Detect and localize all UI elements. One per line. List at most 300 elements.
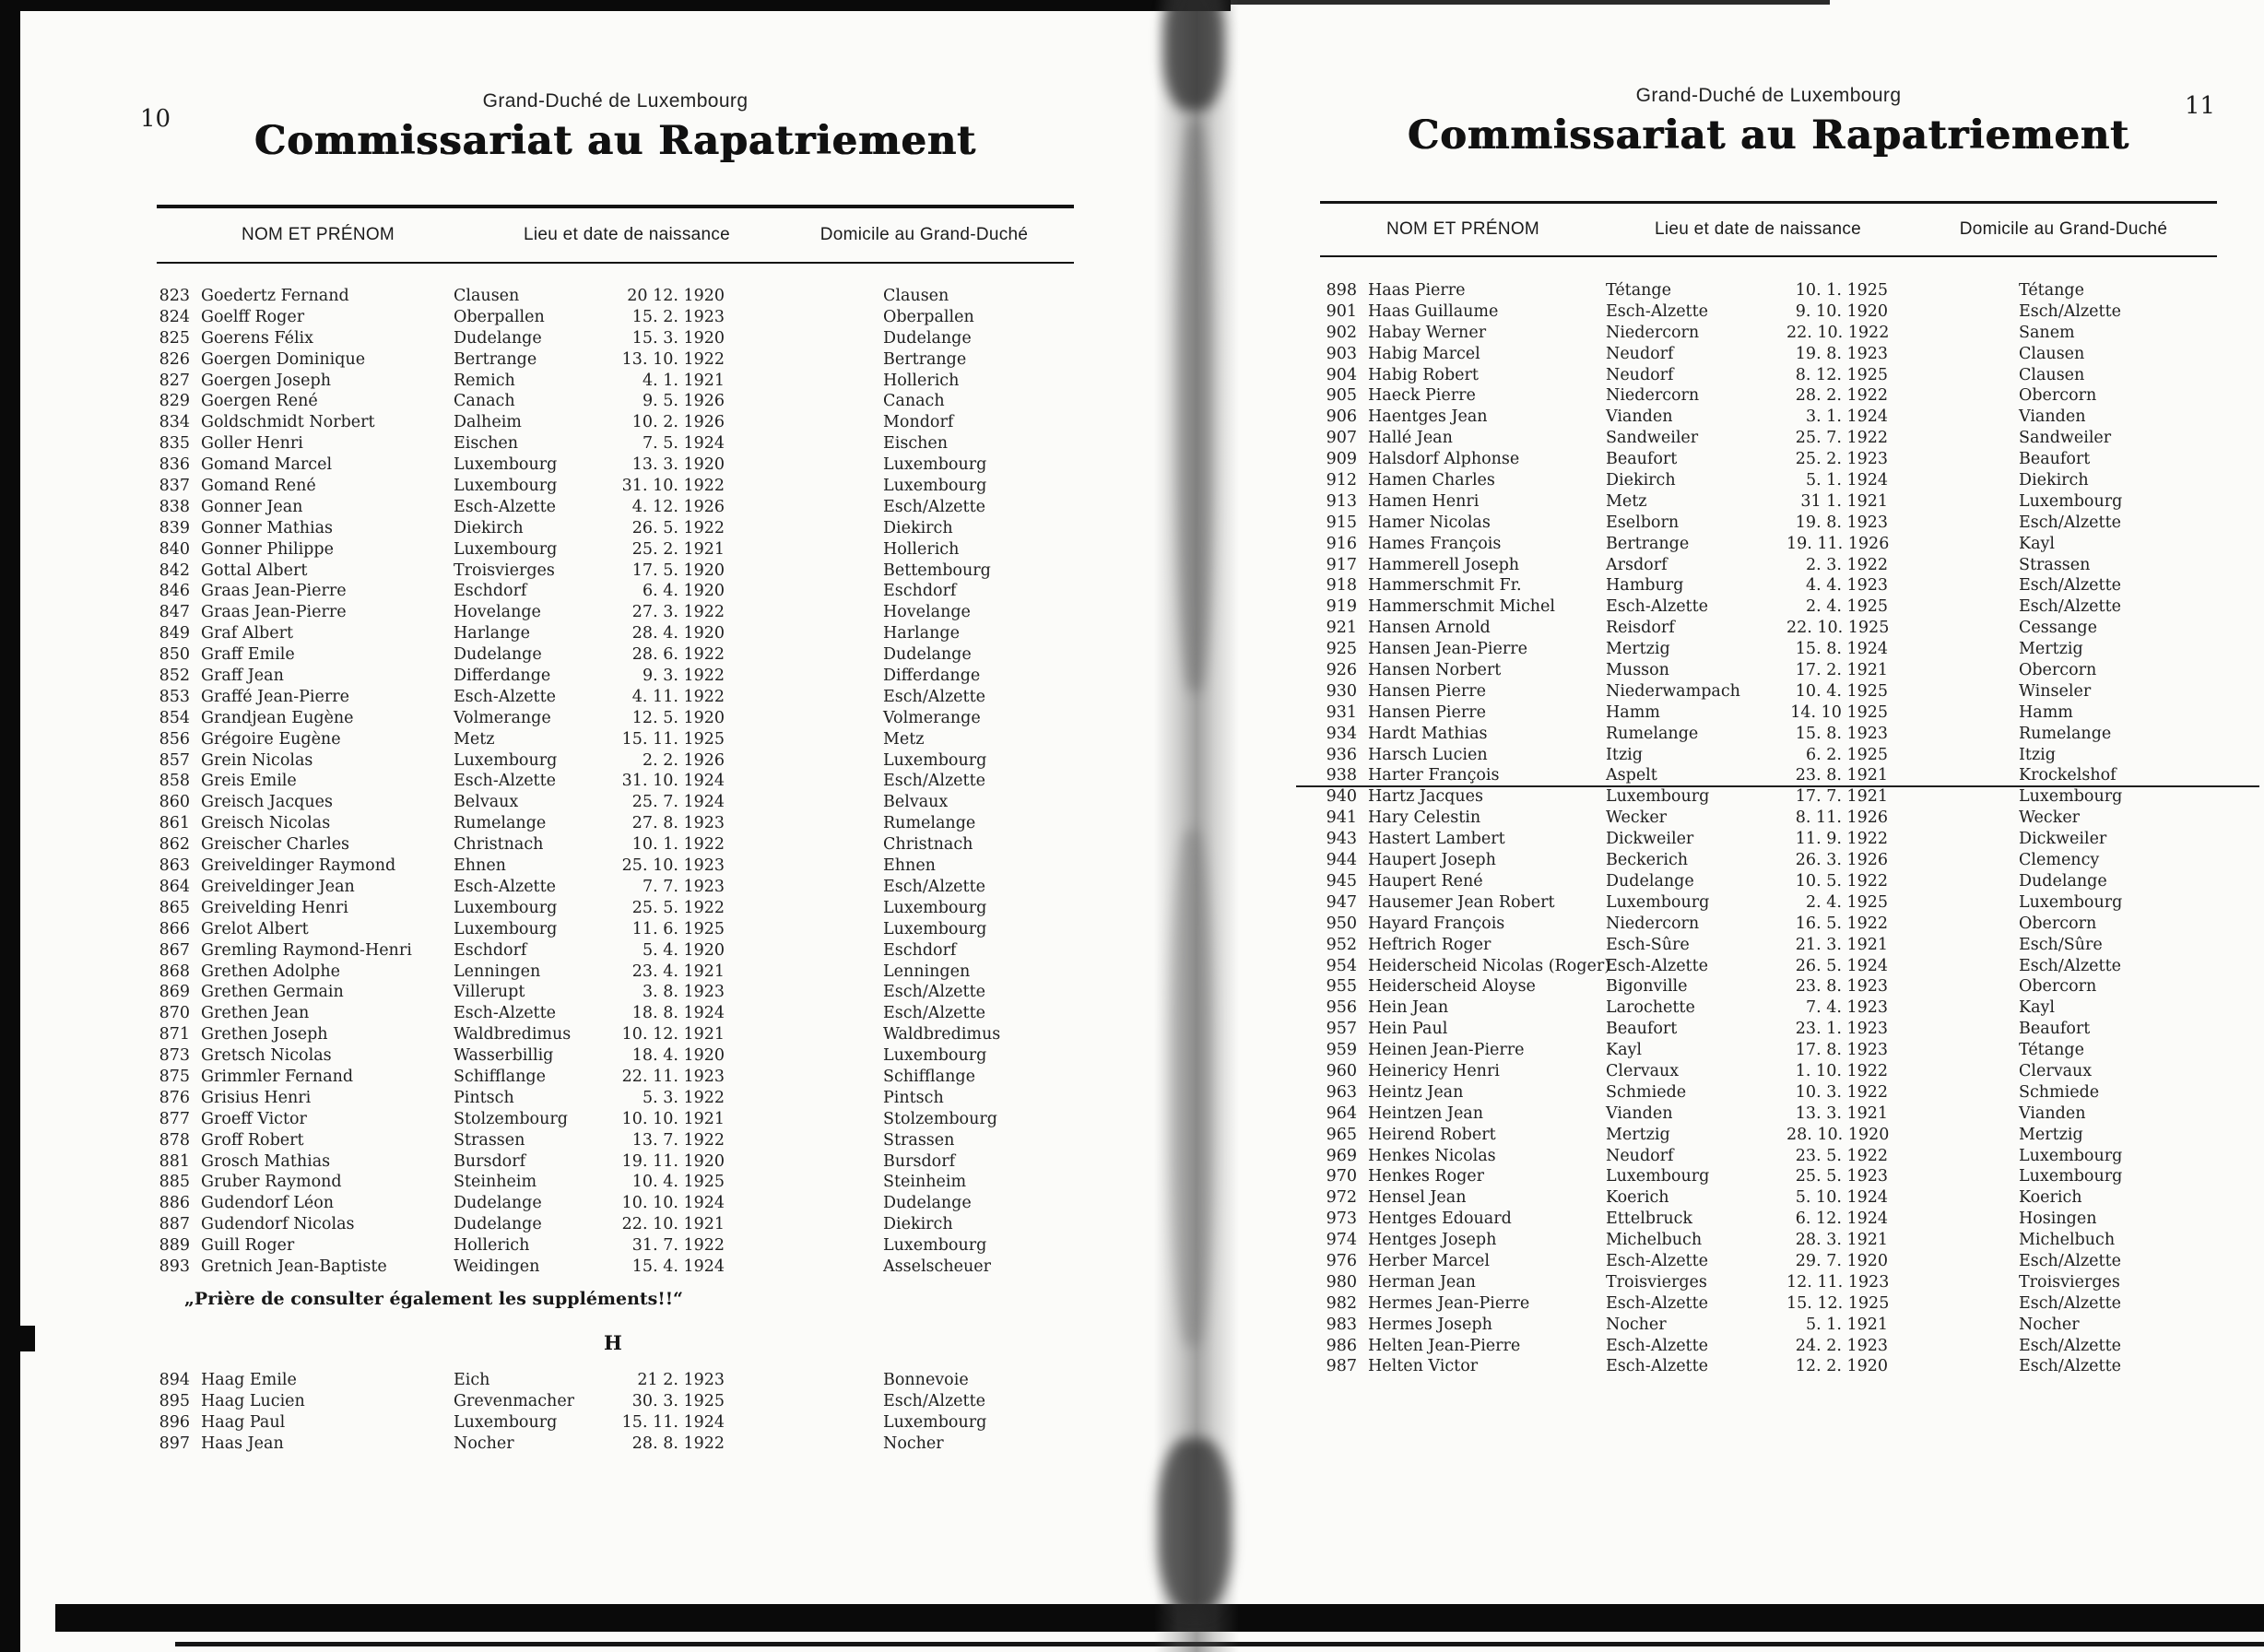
entry-birthdate: 18. 8. 1924 [631, 1004, 725, 1023]
entry-number: 861 [159, 814, 190, 833]
entry-birthdate: 9. 10. 1920 [1795, 301, 1888, 321]
table-row [1320, 555, 2251, 576]
entry-domicile: Cessange [2019, 619, 2097, 638]
entry-domicile: Hamm [2019, 702, 2073, 722]
entry-birthdate: 10. 4. 1925 [631, 1173, 725, 1192]
column-header-domicile: Domicile au Grand-Duché [1959, 219, 2168, 239]
entry-domicile: Luxembourg [883, 1412, 987, 1432]
table-row [157, 1130, 1097, 1151]
entry-number: 850 [159, 645, 190, 665]
entry-birthdate: 31. 10. 1922 [621, 477, 725, 496]
entry-number: 919 [1326, 597, 1357, 617]
entry-number: 930 [1326, 681, 1357, 701]
entry-name: Goelff Roger [201, 307, 305, 326]
entry-number: 904 [1326, 365, 1357, 384]
entry-name: Grosch Mathias [201, 1151, 331, 1171]
right-page [1158, 0, 2264, 1652]
table-row [157, 750, 1097, 772]
entry-birthdate: 12. 5. 1920 [631, 708, 725, 727]
entry-birthdate: 25. 5. 1923 [1795, 1167, 1888, 1186]
table-row [1320, 914, 2251, 935]
table-row [1320, 829, 2251, 850]
entry-birthdate: 15. 11. 1924 [621, 1412, 725, 1432]
table-row [1320, 280, 2251, 301]
entry-number: 940 [1326, 787, 1357, 807]
table-row [1320, 385, 2251, 407]
entry-domicile: Obercorn [2019, 914, 2097, 933]
table-row [1320, 976, 2251, 997]
entry-birthplace: Sandweiler [1606, 429, 1699, 448]
entry-domicile: Clausen [2019, 365, 2085, 384]
entry-domicile: Clemency [2019, 851, 2100, 870]
entry-birthplace: Mertzig [1606, 640, 1670, 659]
table-row [157, 729, 1097, 750]
table-row [1320, 1251, 2251, 1272]
entry-birthplace: Beckerich [1606, 851, 1689, 870]
entry-number: 906 [1326, 407, 1357, 427]
entry-birthdate: 2. 2. 1926 [642, 750, 725, 770]
table-row [1320, 1082, 2251, 1103]
entry-domicile: Hovelange [883, 603, 971, 622]
entry-number: 941 [1326, 808, 1357, 828]
entry-name: Hamen Charles [1368, 471, 1495, 490]
entry-birthplace: Harlange [454, 624, 530, 643]
entry-birthplace: Neudorf [1606, 344, 1674, 363]
entry-domicile: Harlange [883, 624, 960, 643]
entry-number: 903 [1326, 344, 1357, 363]
table-row [1320, 935, 2251, 956]
entry-name: Haag Emile [201, 1371, 297, 1389]
left-page-header [157, 90, 1074, 164]
entry-domicile: Vianden [2019, 407, 2086, 427]
entry-name: Grimmler Fernand [201, 1067, 354, 1086]
entry-name: Gremling Raymond-Henri [201, 940, 412, 960]
entry-domicile: Esch/Alzette [883, 687, 985, 706]
entry-birthplace: Esch-Alzette [454, 877, 556, 896]
column-header-birth: Lieu et date de naissance [523, 225, 731, 244]
entry-domicile: Dudelange [883, 645, 972, 665]
table-row [1320, 1187, 2251, 1209]
table-row [157, 1193, 1097, 1214]
entry-birthplace: Luxembourg [454, 898, 558, 917]
entry-number: 863 [159, 856, 190, 876]
entry-name: Heiderscheid Aloyse [1368, 977, 1536, 997]
entry-birthplace: Vianden [1606, 407, 1673, 427]
entry-domicile: Kayl [2019, 998, 2055, 1018]
entry-domicile: Esch/Alzette [2019, 597, 2121, 617]
entry-name: Hamen Henri [1368, 491, 1480, 511]
entry-number: 867 [159, 940, 190, 960]
entry-domicile: Luxembourg [2019, 491, 2123, 511]
entry-birthplace: Ehnen [454, 856, 506, 876]
table-row [1320, 956, 2251, 977]
entry-domicile: Hosingen [2019, 1210, 2097, 1229]
entry-number: 856 [159, 729, 190, 749]
entry-birthplace: Luxembourg [1606, 787, 1710, 807]
entry-number: 959 [1326, 1041, 1357, 1060]
entry-birthplace: Aspelt [1606, 766, 1657, 785]
entry-birthplace: Niedercorn [1606, 323, 1700, 342]
entry-birthplace: Ettelbruck [1606, 1210, 1693, 1229]
entry-domicile: Esch/Alzette [2019, 1251, 2121, 1270]
entry-number: 963 [1326, 1082, 1357, 1102]
entry-name: Greisch Jacques [201, 793, 333, 812]
entry-number: 921 [1326, 619, 1357, 638]
entry-birthplace: Esch-Sûre [1606, 935, 1690, 954]
entry-birthdate: 15. 4. 1924 [631, 1257, 725, 1276]
entry-domicile: Metz [883, 729, 925, 749]
entry-name: Graf Albert [201, 624, 294, 643]
table-row [157, 792, 1097, 813]
table-row [1320, 1230, 2251, 1251]
entry-number: 886 [159, 1194, 190, 1213]
table-row [157, 644, 1097, 666]
entry-birthplace: Villerupt [454, 983, 525, 1002]
page-number-right: 11 [2185, 92, 2216, 120]
entry-number: 860 [159, 793, 190, 812]
entry-birthplace: Niedercorn [1606, 386, 1700, 406]
table-row [1320, 765, 2251, 786]
entry-birthdate: 26. 5. 1924 [1795, 956, 1888, 975]
entry-number: 887 [159, 1215, 190, 1234]
entry-birthdate: 25. 2. 1923 [1795, 450, 1888, 469]
entry-name: Heiderscheid Nicolas (Roger) [1368, 956, 1611, 975]
entry-birthplace: Esch-Alzette [454, 772, 556, 791]
entry-number: 868 [159, 962, 190, 981]
table-row [157, 898, 1097, 919]
entry-domicile: Dudelange [883, 1194, 972, 1213]
entry-birthplace: Oberpallen [454, 307, 545, 326]
entry-birthdate: 17. 8. 1923 [1795, 1041, 1888, 1060]
entry-birthplace: Luxembourg [454, 919, 558, 938]
entry-birthplace: Lenningen [454, 962, 541, 981]
entry-number: 838 [159, 497, 190, 516]
entry-birthdate: 17. 2. 1921 [1795, 661, 1888, 680]
entry-number: 862 [159, 835, 190, 855]
entry-number: 876 [159, 1088, 190, 1107]
entry-birthplace: Differdange [454, 667, 551, 686]
entry-birthdate: 25. 2. 1921 [631, 539, 725, 559]
entry-number: 974 [1326, 1231, 1357, 1250]
entry-domicile: Esch/Sûre [2019, 935, 2103, 954]
entry-number: 840 [159, 539, 190, 559]
entry-domicile: Kayl [2019, 534, 2055, 553]
entry-birthdate: 25. 5. 1922 [631, 898, 725, 917]
table-row [1320, 786, 2251, 808]
entry-birthdate: 31. 10. 1924 [621, 772, 725, 791]
entry-name: Greiveldinger Jean [201, 877, 355, 896]
entry-domicile: Clausen [883, 287, 949, 305]
entry-birthplace: Hamburg [1606, 576, 1684, 596]
entry-domicile: Eschdorf [883, 940, 957, 960]
entry-birthplace: Musson [1606, 661, 1669, 680]
entry-name: Graff Emile [201, 645, 295, 665]
entry-birthplace: Clervaux [1606, 1061, 1680, 1080]
entry-name: Haag Paul [201, 1412, 286, 1432]
entry-name: Habay Werner [1368, 323, 1487, 342]
entry-name: Heinen Jean-Pierre [1368, 1041, 1525, 1060]
entry-domicile: Luxembourg [883, 919, 987, 938]
table-row [157, 391, 1097, 412]
entry-domicile: Mertzig [2019, 1125, 2083, 1144]
entry-domicile: Luxembourg [883, 898, 987, 917]
entry-birthdate: 18. 4. 1920 [631, 1046, 725, 1066]
entry-birthdate: 2. 3. 1922 [1805, 555, 1888, 574]
entry-birthplace: Eschdorf [454, 582, 527, 601]
entry-birthplace: Hamm [1606, 702, 1660, 722]
entry-number: 881 [159, 1151, 190, 1171]
table-row [157, 687, 1097, 708]
entry-birthplace: Beaufort [1606, 450, 1678, 469]
table-row [157, 982, 1097, 1003]
entry-name: Hansen Arnold [1368, 619, 1491, 638]
entry-birthplace: Rumelange [1606, 724, 1699, 743]
entry-name: Greisch Nicolas [201, 814, 331, 833]
entry-birthdate: 26. 5. 1922 [631, 518, 725, 537]
entry-number: 986 [1326, 1336, 1357, 1355]
table-row [1320, 407, 2251, 428]
entry-domicile: Steinheim [883, 1173, 967, 1192]
table-row [1320, 702, 2251, 724]
entry-birthdate: 27. 3. 1922 [631, 603, 725, 622]
entry-domicile: Rumelange [2019, 724, 2112, 743]
entry-number: 916 [1326, 534, 1357, 553]
entry-number: 950 [1326, 914, 1357, 933]
entry-number: 834 [159, 413, 190, 432]
entry-birthplace: Grevenmacher [454, 1391, 575, 1410]
entry-birthdate: 3. 8. 1923 [642, 983, 725, 1002]
entry-domicile: Beaufort [2019, 450, 2091, 469]
entry-domicile: Tétange [2019, 1041, 2084, 1060]
entry-birthplace: Troisvierges [454, 560, 555, 580]
table-row [157, 919, 1097, 940]
entry-name: Henkes Roger [1368, 1167, 1485, 1186]
book-title: Commissariat au Rapatriement [1408, 112, 2129, 159]
entry-birthdate: 23. 5. 1922 [1795, 1146, 1888, 1165]
table-row [157, 539, 1097, 560]
entry-birthplace: Rumelange [454, 814, 547, 833]
left-table-section-h [157, 1370, 1097, 1455]
entry-domicile: Schmiede [2019, 1082, 2100, 1102]
entry-birthdate: 12. 2. 1920 [1795, 1357, 1888, 1376]
entry-birthplace: Bigonville [1606, 977, 1688, 997]
entry-domicile: Esch/Alzette [883, 1004, 985, 1023]
table-row [157, 560, 1097, 582]
table-row [1320, 1336, 2251, 1357]
entry-name: Hartz Jacques [1368, 787, 1483, 807]
entry-birthdate: 7. 7. 1923 [642, 877, 725, 896]
entry-name: Hansen Jean-Pierre [1368, 640, 1527, 659]
table-row [1320, 301, 2251, 323]
entry-birthplace: Esch-Alzette [1606, 1336, 1708, 1355]
table-row [157, 834, 1097, 856]
entry-name: Hary Celestin [1368, 808, 1481, 828]
entry-name: Groeff Victor [201, 1109, 307, 1128]
entry-number: 836 [159, 455, 190, 475]
table-row [157, 771, 1097, 792]
entry-birthdate: 31. 7. 1922 [631, 1236, 725, 1256]
entry-number: 849 [159, 624, 190, 643]
entry-domicile: Esch/Alzette [883, 772, 985, 791]
entry-number: 897 [159, 1434, 190, 1453]
table-row [157, 708, 1097, 729]
entry-domicile: Volmerange [883, 708, 981, 727]
entry-name: Hentges Joseph [1368, 1231, 1497, 1250]
table-row [157, 1257, 1097, 1278]
entry-birthdate: 17. 7. 1921 [1795, 787, 1888, 807]
table-row [1320, 618, 2251, 639]
entry-name: Hermes Jean-Pierre [1368, 1293, 1530, 1313]
table-row [157, 1024, 1097, 1045]
entry-name: Gomand René [201, 477, 316, 496]
entry-birthdate: 29. 7. 1920 [1795, 1251, 1888, 1270]
table-row [1320, 1209, 2251, 1230]
entry-name: Hardt Mathias [1368, 724, 1488, 743]
entry-birthdate: 22. 10. 1925 [1786, 619, 1890, 638]
entry-birthplace: Bertrange [1606, 534, 1690, 553]
entry-name: Hastert Lambert [1368, 830, 1505, 849]
entry-birthplace: Clausen [454, 287, 520, 305]
entry-name: Graff Jean [201, 667, 284, 686]
entry-number: 847 [159, 603, 190, 622]
table-row [157, 518, 1097, 539]
entry-number: 918 [1326, 576, 1357, 596]
entry-birthplace: Eich [454, 1371, 490, 1389]
table-row [1320, 344, 2251, 365]
entry-name: Goergen René [201, 392, 318, 411]
entry-birthdate: 3. 1. 1924 [1805, 407, 1888, 427]
entry-birthplace: Luxembourg [454, 477, 558, 496]
entry-domicile: Sandweiler [2019, 429, 2112, 448]
entry-domicile: Stolzembourg [883, 1109, 997, 1128]
entry-name: Goldschmidt Norbert [201, 413, 375, 432]
entry-birthplace: Arsdorf [1606, 555, 1668, 574]
entry-birthplace: Koerich [1606, 1188, 1669, 1208]
entry-name: Gonner Mathias [201, 518, 334, 537]
entry-birthdate: 28. 4. 1920 [631, 624, 725, 643]
entry-name: Herman Jean [1368, 1272, 1476, 1292]
entry-name: Goergen Dominique [201, 349, 366, 369]
table-row [1320, 997, 2251, 1019]
column-header-name: NOM ET PRÉNOM [241, 225, 395, 244]
entry-domicile: Hollerich [883, 371, 960, 390]
entry-number: 955 [1326, 977, 1357, 997]
entry-domicile: Luxembourg [2019, 787, 2123, 807]
entry-number: 829 [159, 392, 190, 411]
entry-birthplace: Niedercorn [1606, 914, 1700, 933]
entry-name: Guill Roger [201, 1236, 295, 1256]
entry-domicile: Diekirch [883, 518, 953, 537]
entry-birthdate: 8. 12. 1925 [1795, 365, 1888, 384]
entry-birthplace: Luxembourg [454, 455, 558, 475]
entry-birthplace: Dudelange [454, 1194, 542, 1213]
entry-birthdate: 13. 10. 1922 [621, 349, 725, 369]
table-row [157, 877, 1097, 898]
table-row [157, 1391, 1097, 1412]
entry-number: 970 [1326, 1167, 1357, 1186]
right-table-header [1320, 201, 2217, 257]
entry-number: 915 [1326, 513, 1357, 532]
entry-birthplace: Michelbuch [1606, 1231, 1703, 1250]
entry-birthdate: 23. 8. 1921 [1795, 766, 1888, 785]
entry-birthdate: 14. 10 1925 [1790, 702, 1888, 722]
entry-domicile: Diekirch [2019, 471, 2089, 490]
table-row [157, 581, 1097, 602]
entry-birthdate: 7. 4. 1923 [1805, 998, 1888, 1018]
entry-name: Greischer Charles [201, 835, 350, 855]
entry-domicile: Obercorn [2019, 661, 2097, 680]
entry-domicile: Canach [883, 392, 945, 411]
table-row [157, 1045, 1097, 1067]
entry-birthdate: 6. 2. 1925 [1805, 745, 1888, 764]
table-row [1320, 745, 2251, 766]
entry-birthplace: Troisvierges [1606, 1272, 1707, 1292]
table-row [157, 940, 1097, 962]
table-row [157, 412, 1097, 433]
entry-domicile: Ehnen [883, 856, 936, 876]
entry-number: 853 [159, 687, 190, 706]
entry-birthplace: Eschdorf [454, 940, 527, 960]
entry-name: Grethen Adolphe [201, 962, 340, 981]
country-header: Grand-Duché de Luxembourg [482, 90, 749, 112]
entry-name: Haeck Pierre [1368, 386, 1476, 406]
entry-birthdate: 27. 8. 1923 [631, 814, 725, 833]
entry-number: 896 [159, 1412, 190, 1432]
entry-name: Henkes Nicolas [1368, 1146, 1496, 1165]
entry-name: Grelot Albert [201, 919, 309, 938]
table-row [157, 286, 1097, 307]
entry-name: Heftrich Roger [1368, 935, 1492, 954]
entry-domicile: Waldbredimus [883, 1025, 1001, 1044]
entry-domicile: Esch/Alzette [2019, 513, 2121, 532]
entry-domicile: Wecker [2019, 808, 2081, 828]
entry-name: Haupert René [1368, 871, 1483, 891]
country-header: Grand-Duché de Luxembourg [1635, 85, 1902, 106]
entry-name: Heintzen Jean [1368, 1103, 1484, 1123]
entry-birthdate: 22. 10. 1922 [1786, 323, 1890, 342]
entry-birthdate: 10. 5. 1922 [1795, 871, 1888, 891]
entry-domicile: Strassen [2019, 555, 2091, 574]
right-table [1320, 280, 2251, 1377]
entry-birthplace: Bursdorf [454, 1151, 526, 1171]
table-row [157, 1370, 1097, 1391]
entry-number: 943 [1326, 830, 1357, 849]
table-row [157, 602, 1097, 623]
entry-domicile: Asselscheuer [883, 1257, 991, 1276]
entry-name: Grégoire Eugène [201, 729, 341, 749]
entry-domicile: Pintsch [883, 1088, 944, 1107]
entry-domicile: Esch/Alzette [883, 1391, 985, 1410]
entry-domicile: Luxembourg [883, 750, 987, 770]
entry-number: 944 [1326, 851, 1357, 870]
entry-birthplace: Esch-Alzette [1606, 1357, 1708, 1376]
table-row [1320, 596, 2251, 618]
entry-birthdate: 4. 12. 1926 [631, 497, 725, 516]
entry-birthplace: Luxembourg [1606, 1167, 1710, 1186]
table-row [157, 433, 1097, 454]
entry-birthplace: Wecker [1606, 808, 1668, 828]
entry-name: Gonner Philippe [201, 539, 334, 559]
entry-birthdate: 13. 7. 1922 [631, 1130, 725, 1150]
entry-number: 893 [159, 1257, 190, 1276]
table-row [1320, 871, 2251, 892]
entry-name: Haentges Jean [1368, 407, 1488, 427]
table-row [157, 1151, 1097, 1173]
entry-birthplace: Hovelange [454, 603, 541, 622]
entry-birthdate: 17. 5. 1920 [631, 560, 725, 580]
entry-name: Halsdorf Alphonse [1368, 450, 1520, 469]
entry-name: Gottal Albert [201, 560, 308, 580]
